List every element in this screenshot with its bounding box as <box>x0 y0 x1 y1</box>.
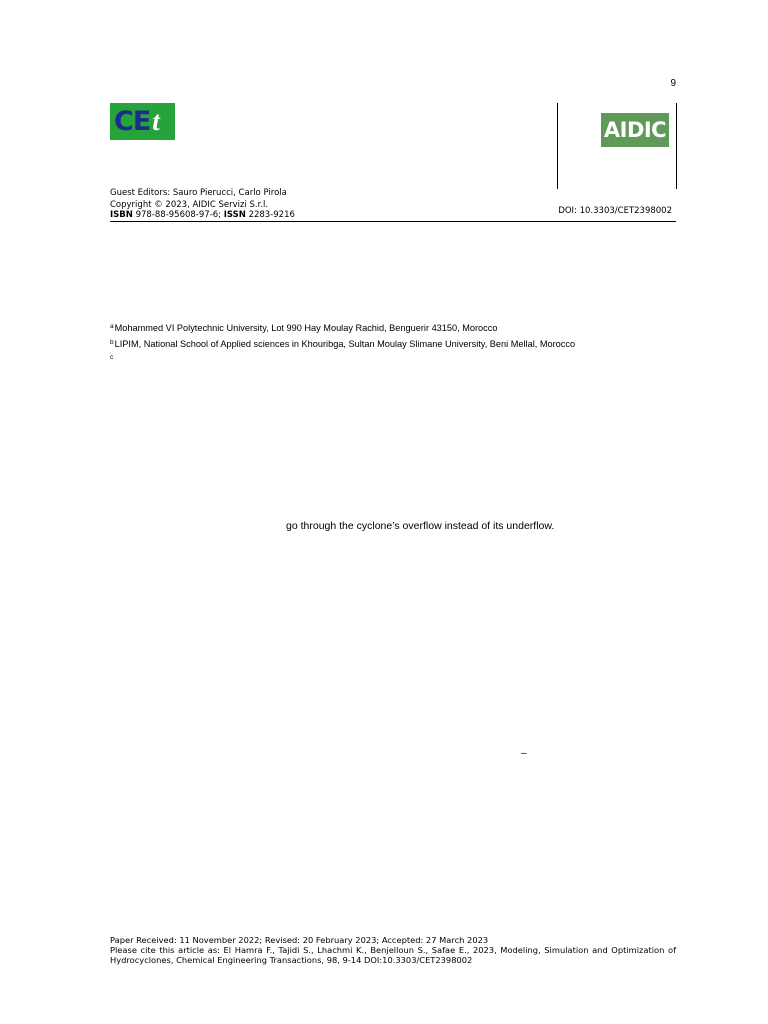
doi: DOI: 10.3303/CET2398002 <box>558 206 672 216</box>
copyright-line: Copyright © 2023, AIDIC Servizi S.r.l. <box>110 200 269 210</box>
guest-editors-label: Guest Editors: <box>110 188 171 198</box>
affiliation-marker: c <box>110 354 114 361</box>
cet-logo <box>110 103 175 140</box>
isbn-value: 978-88-95608-97-6; <box>132 210 224 220</box>
affiliation-a <box>110 323 497 333</box>
issn-value: 2283-9216 <box>245 210 295 220</box>
header-divider-right <box>676 103 677 189</box>
affiliation-text: LIPIM, National School of Applied sciences in Khouribga, Sultan Moulay Slimane University, Beni Mellal, Morocco <box>114 339 576 349</box>
affiliation-b <box>110 339 575 349</box>
header-divider-left <box>557 103 558 189</box>
cet-logo-italic: t <box>152 106 160 136</box>
header-rule <box>110 221 676 222</box>
page-number: 9 <box>670 78 676 89</box>
guest-editors-line <box>110 189 287 198</box>
isbn-label: ISBN <box>110 210 133 220</box>
citation-line-1: Please cite this article as: El Hamra F., Tajidi S., Lhachmi K., Benjelloun S., Safae E., 2023, Modeling, Simulation and Optimization of <box>110 945 676 955</box>
isbn-line <box>110 211 295 220</box>
issn-label: ISSN <box>223 210 246 220</box>
paper-received: Paper Received: 11 November 2022; Revised: 20 February 2023; Accepted: 27 March 2023 <box>110 935 489 945</box>
affiliation-marker: a <box>110 323 114 330</box>
affiliation-c <box>110 354 114 364</box>
abstract-fragment: go through the cyclone’s overflow instead of its underflow. <box>286 520 555 532</box>
aidic-logo: AIDIC <box>601 113 669 147</box>
citation-line-2: Hydrocyclones, Chemical Engineering Transactions, 98, 9-14 DOI:10.3303/CET2398002 <box>110 955 473 965</box>
cet-logo-main: CE <box>114 106 151 137</box>
affiliation-marker: b <box>110 339 114 346</box>
affiliation-text: Mohammed VI Polytechnic University, Lot 990 Hay Moulay Rachid, Benguerir 43150, Morocco <box>114 323 498 333</box>
dash-glyph: – <box>521 748 527 759</box>
guest-editors-names: Sauro Pierucci, Carlo Pirola <box>170 188 287 198</box>
